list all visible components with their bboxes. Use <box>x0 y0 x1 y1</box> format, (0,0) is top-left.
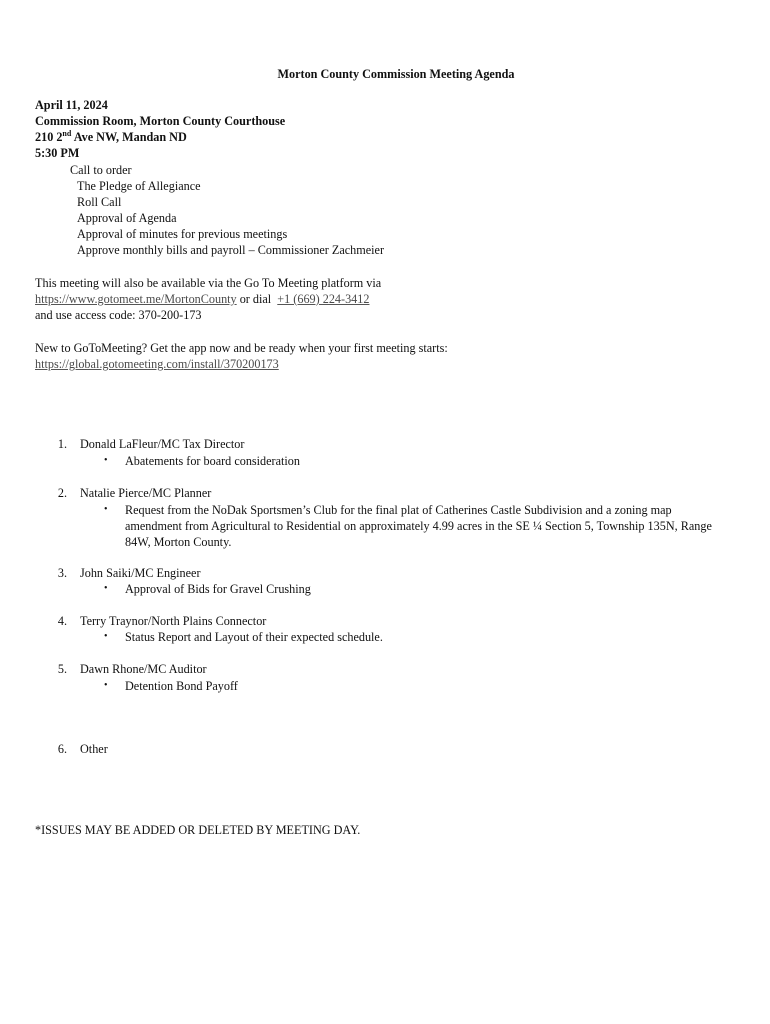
agenda-bullet: Request from the NoDak Sportsmen’s Club for the final plat of Catherines Castle Subdivision and a zoning map amendment from Agricultural to Residential on approximately 4.99 acres in the SE ¼ Section 5, Township 135N, Range 84W, Morton County. <box>125 503 712 549</box>
agenda-number: 5. <box>57 662 67 676</box>
agenda-presenter: Dawn Rhone/MC Auditor <box>80 662 207 676</box>
opening-item: Roll Call <box>77 195 122 209</box>
agenda-presenter: Natalie Pierce/MC Planner <box>80 486 212 500</box>
opening-item: The Pledge of Allegiance <box>77 179 201 193</box>
meeting-address <box>35 129 187 145</box>
meeting-location: Commission Room, Morton County Courthouse <box>35 114 286 128</box>
opening-item: Approval of Agenda <box>77 211 177 225</box>
agenda-bullet: Approval of Bids for Gravel Crushing <box>125 582 311 596</box>
address-suffix: nd <box>62 128 72 138</box>
opening-item: Approve monthly bills and payroll – Commissioner Zachmeier <box>77 243 385 257</box>
gotomeeting-line <box>35 291 369 307</box>
agenda-presenter: Other <box>80 742 108 756</box>
address-rest: Ave NW, Mandan ND <box>71 130 187 144</box>
access-code: and use access code: 370-200-173 <box>35 308 202 322</box>
phone-link[interactable]: +1 (669) 224-3412 <box>277 292 370 306</box>
agenda-bullet: Detention Bond Payoff <box>125 679 238 693</box>
agenda-number: 6. <box>57 742 67 756</box>
agenda-presenter: Donald LaFleur/MC Tax Director <box>80 437 245 451</box>
agenda-bullet: Status Report and Layout of their expected schedule. <box>125 630 383 644</box>
opening-item: Approval of minutes for previous meetings <box>77 227 288 241</box>
bullet-icon: • <box>104 680 108 691</box>
address-number: 210 2 <box>35 130 63 144</box>
agenda-number: 4. <box>57 614 67 628</box>
bullet-icon: • <box>104 455 108 466</box>
agenda-number: 1. <box>57 437 67 451</box>
install-link-line <box>35 356 279 372</box>
footer-note: *ISSUES MAY BE ADDED OR DELETED BY MEETING DAY. <box>35 823 361 837</box>
bullet-icon: • <box>104 504 108 515</box>
meeting-date: April 11, 2024 <box>35 98 108 112</box>
or-dial-text: or dial <box>236 292 275 306</box>
new-user-prompt: New to GoToMeeting? Get the app now and be ready when your first meeting starts: <box>35 341 448 355</box>
install-link[interactable]: https://global.gotomeeting.com/install/370200173 <box>35 357 279 371</box>
agenda-number: 2. <box>57 486 67 500</box>
gotomeeting-intro: This meeting will also be available via the Go To Meeting platform via <box>35 276 382 290</box>
bullet-icon: • <box>104 583 108 594</box>
opening-item: Call to order <box>70 163 132 177</box>
agenda-presenter: Terry Traynor/North Plains Connector <box>80 614 267 628</box>
agenda-number: 3. <box>57 566 67 580</box>
agenda-bullet: Abatements for board consideration <box>125 454 300 468</box>
meeting-time: 5:30 PM <box>35 146 80 160</box>
bullet-icon: • <box>104 631 108 642</box>
agenda-presenter: John Saiki/MC Engineer <box>80 566 201 580</box>
page-title: Morton County Commission Meeting Agenda <box>277 67 515 81</box>
gotomeeting-link[interactable]: https://www.gotomeet.me/MortonCounty <box>35 292 237 306</box>
